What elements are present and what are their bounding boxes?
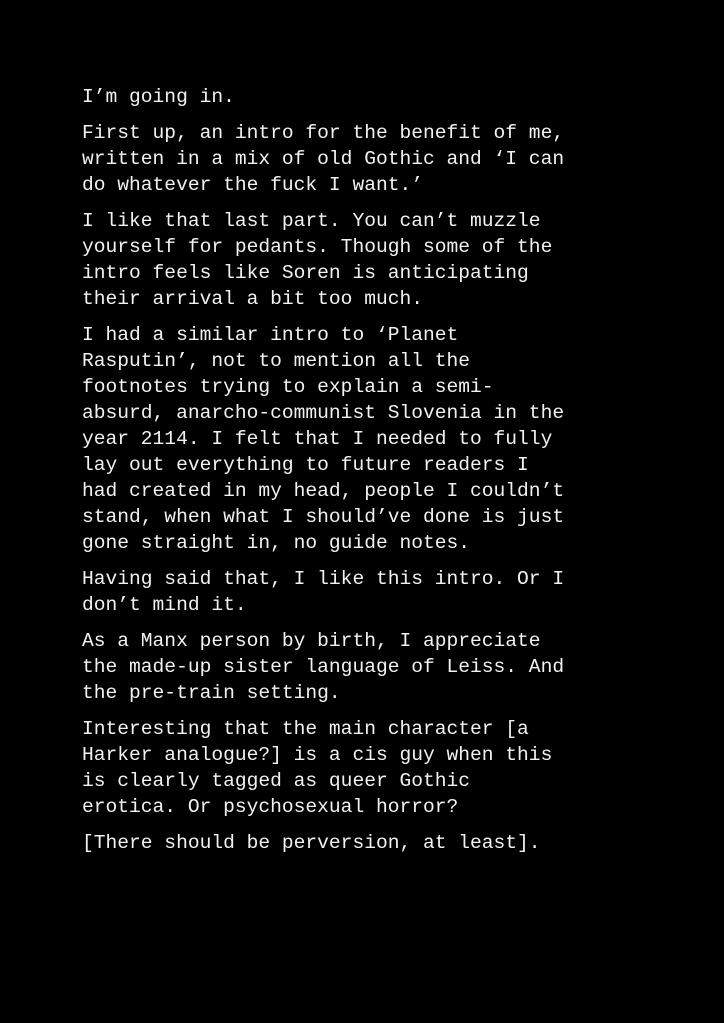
paragraph-6: As a Manx person by birth, I appreciate the made-up sister language of Leiss. And the pre-train setting.: [82, 630, 565, 704]
paragraph-5: Having said that, I like this intro. Or I don’t mind it.: [82, 568, 565, 616]
paragraph-3: I like that last part. You can’t muzzle yourself for pedants. Though some of the intro feels like Soren is anticipating their arrival a bit too much.: [82, 210, 553, 310]
document-body: [82, 84, 718, 866]
paragraph-4: I had a similar intro to ‘Planet Rasputin’, not to mention all the footnotes trying to explain a semi- absurd, anarcho-communist Slovenia in the year 2114. I felt that I needed to fully lay out everything to future readers I had created in my head, people I couldn’t stand, when what I should’ve done is just gone straight in, no guide notes.: [82, 324, 565, 554]
paragraph-2: First up, an intro for the benefit of me, written in a mix of old Gothic and ‘I can do whatever the fuck I want.’: [82, 122, 565, 196]
paragraph-7: Interesting that the main character [a Harker analogue?] is a cis guy when this is clearly tagged as queer Gothic erotica. Or psychosexual horror?: [82, 718, 553, 818]
paragraph-8: [There should be perversion, at least].: [82, 832, 541, 854]
paragraph-1: I’m going in.: [82, 86, 235, 108]
